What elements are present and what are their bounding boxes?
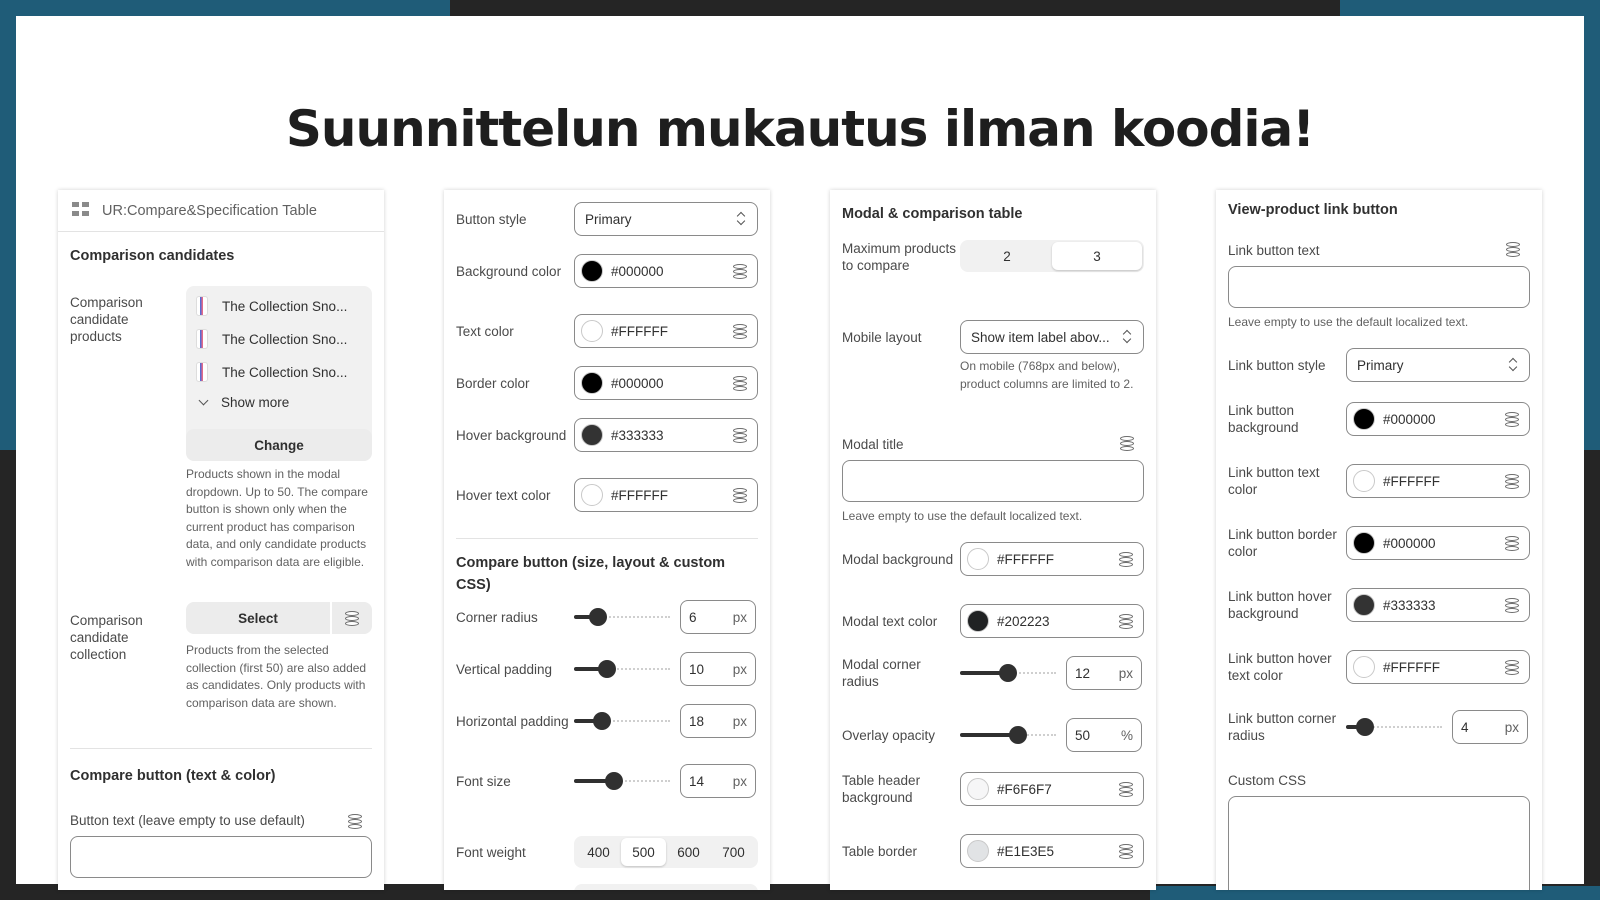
field-label: Font size — [456, 773, 511, 789]
range-slider[interactable] — [1346, 717, 1442, 737]
field-label: Text color — [456, 323, 514, 339]
database-icon[interactable] — [1119, 614, 1133, 629]
color-value: #FFFFFF — [1383, 659, 1440, 675]
color-input[interactable] — [960, 772, 1144, 806]
database-icon[interactable] — [733, 324, 747, 339]
slider-handle[interactable] — [605, 772, 623, 790]
color-input[interactable] — [574, 314, 758, 348]
range-slider[interactable] — [574, 711, 670, 731]
field-label: Table border — [842, 843, 918, 859]
slider-row — [842, 718, 1144, 752]
color-row — [1228, 650, 1530, 684]
field-label: Comparison candidate collection — [70, 613, 143, 662]
link-text-input[interactable] — [1228, 266, 1530, 308]
database-icon — [345, 611, 359, 626]
database-icon[interactable] — [733, 376, 747, 391]
max-products-row — [842, 240, 1144, 274]
color-value: #000000 — [1383, 535, 1436, 551]
number-input[interactable]: 14 px — [680, 764, 756, 798]
help-text: On mobile (768px and below), product columns are limited to 2. — [960, 359, 1134, 391]
font-weight-option[interactable]: 700 — [722, 844, 745, 860]
color-input[interactable] — [1346, 402, 1530, 436]
headline: Suunnittelun mukautus ilman koodia! — [285, 100, 1315, 158]
help-text: Products from the selected collection (first 50) are also added as candidates. Only products with comparison data are shown. — [186, 643, 367, 710]
field-label: Link button hover text color — [1228, 651, 1332, 683]
field-label: Hover text color — [456, 487, 551, 503]
section-title: Compare button (size, layout & custom CSS) — [456, 555, 726, 593]
chevron-updown-icon — [1123, 329, 1131, 345]
help-text: Products shown in the modal dropdown. Up to 50. The compare button is shown only when the current product has comparison data, and only candidate products with comparison data are eligible. — [186, 467, 368, 569]
color-input[interactable] — [960, 834, 1144, 868]
color-value: #333333 — [611, 427, 664, 443]
modal-title-input[interactable] — [842, 460, 1144, 502]
font-weight-segmented — [574, 836, 758, 868]
color-input[interactable] — [574, 366, 758, 400]
database-icon[interactable] — [1505, 598, 1519, 613]
color-input[interactable] — [960, 542, 1144, 576]
color-input[interactable] — [1346, 650, 1530, 684]
number-input[interactable]: 6 px — [680, 600, 756, 634]
number-input[interactable]: 10 px — [680, 652, 756, 686]
section-title: Comparison candidates — [70, 248, 235, 264]
number-input[interactable]: 50 % — [1066, 718, 1142, 752]
database-icon[interactable] — [1506, 242, 1520, 257]
color-row — [1228, 464, 1530, 498]
color-row — [456, 366, 758, 400]
field-label: Modal background — [842, 551, 954, 567]
divider — [70, 748, 372, 749]
slider-handle[interactable] — [589, 608, 607, 626]
database-icon[interactable] — [348, 814, 362, 829]
slider-row — [456, 652, 758, 686]
color-input[interactable] — [960, 604, 1144, 638]
color-swatch[interactable] — [581, 320, 603, 342]
button-style-row — [456, 202, 758, 236]
panel-modal — [830, 190, 1156, 890]
slider-handle[interactable] — [1009, 726, 1027, 744]
color-swatch[interactable] — [967, 610, 989, 632]
field-label: Link button text — [1228, 243, 1320, 258]
max-products-option[interactable]: 2 — [1003, 248, 1011, 264]
slider-handle[interactable] — [1356, 718, 1374, 736]
color-swatch[interactable] — [1353, 532, 1375, 554]
section-title: View-product link button — [1228, 202, 1398, 218]
alignment-row — [456, 884, 758, 890]
custom-css-input[interactable] — [1228, 796, 1530, 890]
font-weight-option[interactable]: 400 — [587, 844, 610, 860]
app-logo-icon — [72, 202, 92, 220]
field-label: Horizontal padding — [456, 713, 569, 729]
field-label: Link button background — [1228, 403, 1299, 435]
field-label: Overlay opacity — [842, 727, 936, 743]
database-icon[interactable] — [1120, 436, 1134, 451]
database-icon[interactable] — [1119, 782, 1133, 797]
color-swatch[interactable] — [1353, 594, 1375, 616]
color-input[interactable] — [574, 418, 758, 452]
chevron-down-icon — [199, 395, 209, 405]
help-text: Leave empty to use the default localized text. — [1228, 315, 1469, 329]
list-item[interactable]: The Collection Sno... — [196, 327, 362, 351]
slider-row — [1228, 710, 1530, 744]
slider-row — [456, 600, 758, 634]
database-icon[interactable] — [1505, 660, 1519, 675]
app-title: UR:Compare&Specification Table — [102, 202, 317, 219]
field-label: Background color — [456, 263, 562, 279]
section-title: Compare button (text & color) — [70, 768, 276, 784]
color-value: #FFFFFF — [997, 551, 1054, 567]
field-label: Border color — [456, 375, 530, 391]
button-style-select[interactable]: Primary — [574, 202, 758, 236]
list-item[interactable]: The Collection Sno... — [196, 360, 362, 384]
color-swatch[interactable] — [581, 424, 603, 446]
database-icon[interactable] — [1505, 412, 1519, 427]
alignment-segmented[interactable] — [574, 884, 758, 890]
font-weight-row — [456, 836, 758, 868]
color-row — [842, 834, 1144, 868]
product-thumbnail — [196, 296, 208, 316]
select-collection-button[interactable]: Select — [186, 602, 330, 634]
slider-row — [456, 704, 758, 738]
database-icon[interactable] — [733, 264, 747, 279]
slider-handle[interactable] — [593, 712, 611, 730]
field-label: Custom CSS — [1228, 773, 1307, 788]
field-label: Button text (leave empty to use default) — [70, 813, 305, 828]
divider — [456, 538, 758, 539]
help-text: Leave empty to use the default localized text. — [842, 509, 1083, 523]
field-label: Modal text color — [842, 613, 938, 629]
color-swatch[interactable] — [967, 548, 989, 570]
color-input[interactable] — [1346, 588, 1530, 622]
color-row — [1228, 402, 1530, 436]
color-swatch[interactable] — [581, 260, 603, 282]
field-label: Maximum products to compare — [842, 241, 957, 273]
color-row — [842, 772, 1144, 806]
range-slider[interactable] — [574, 659, 670, 679]
app-header — [58, 190, 384, 232]
section-title: Modal & comparison table — [842, 206, 1023, 222]
max-products-option[interactable]: 3 — [1052, 242, 1142, 270]
font-weight-option[interactable]: 500 — [621, 838, 666, 866]
range-slider[interactable] — [960, 663, 1056, 683]
max-products-segmented — [960, 240, 1144, 272]
list-item[interactable]: The Collection Sno... — [196, 294, 362, 318]
slider-handle[interactable] — [598, 660, 616, 678]
color-swatch[interactable] — [967, 778, 989, 800]
color-row — [456, 418, 758, 452]
field-label: Comparison candidate products — [70, 295, 143, 344]
color-row — [1228, 526, 1530, 560]
database-icon[interactable] — [733, 488, 747, 503]
color-value: #FFFFFF — [611, 487, 668, 503]
color-row — [1228, 588, 1530, 622]
product-thumbnail — [196, 329, 208, 349]
font-weight-option[interactable]: 600 — [677, 844, 700, 860]
color-swatch[interactable] — [1353, 656, 1375, 678]
color-value: #333333 — [1383, 597, 1436, 613]
field-label: Corner radius — [456, 609, 538, 625]
color-swatch[interactable] — [581, 372, 603, 394]
number-input[interactable]: 18 px — [680, 704, 756, 738]
link-style-row — [1228, 348, 1530, 382]
color-value: #F6F6F7 — [997, 781, 1052, 797]
color-row — [842, 604, 1144, 638]
color-value: #000000 — [1383, 411, 1436, 427]
field-label: Modal title — [842, 437, 904, 452]
field-label: Hover background — [456, 427, 567, 443]
color-swatch[interactable] — [581, 484, 603, 506]
panel-button-style — [444, 190, 770, 890]
number-input[interactable]: 4 px — [1452, 710, 1528, 744]
color-value: #FFFFFF — [611, 323, 668, 339]
field-label: Button style — [456, 211, 527, 227]
number-input[interactable]: 12 px — [1066, 656, 1142, 690]
color-row — [842, 542, 1144, 576]
color-row — [456, 478, 758, 512]
database-icon[interactable] — [1119, 552, 1133, 567]
field-label: Link button hover background — [1228, 589, 1332, 621]
database-icon[interactable] — [1505, 474, 1519, 489]
color-value: #000000 — [611, 375, 664, 391]
field-label: Modal corner radius — [842, 657, 921, 689]
color-row — [456, 314, 758, 348]
slider-row — [842, 656, 1144, 690]
panel-candidates — [58, 190, 384, 890]
color-input[interactable] — [1346, 464, 1530, 498]
metafield-button[interactable] — [332, 602, 372, 634]
field-label: Link button style — [1228, 357, 1326, 373]
mobile-layout-row — [842, 320, 1144, 354]
color-row — [456, 254, 758, 288]
slider-row — [456, 764, 758, 798]
database-icon[interactable] — [1505, 536, 1519, 551]
color-swatch[interactable] — [1353, 470, 1375, 492]
range-slider[interactable] — [574, 607, 670, 627]
color-value: #000000 — [611, 263, 664, 279]
link-style-select[interactable]: Primary — [1346, 348, 1530, 382]
database-icon[interactable] — [1119, 844, 1133, 859]
color-swatch[interactable] — [967, 840, 989, 862]
chevron-updown-icon — [1509, 357, 1517, 373]
panel-link-button — [1216, 190, 1542, 890]
field-label: Link button text color — [1228, 465, 1320, 497]
color-value: #FFFFFF — [1383, 473, 1440, 489]
field-label: Font weight — [456, 844, 526, 860]
color-value: #E1E3E5 — [997, 843, 1055, 859]
show-more-button[interactable]: Show more — [196, 390, 362, 414]
range-slider[interactable] — [574, 771, 670, 791]
field-label: Link button border color — [1228, 527, 1337, 559]
slider-handle[interactable] — [999, 664, 1017, 682]
color-input[interactable] — [574, 478, 758, 512]
database-icon[interactable] — [733, 428, 747, 443]
color-swatch[interactable] — [1353, 408, 1375, 430]
candidate-products-list — [186, 286, 372, 449]
range-slider[interactable] — [960, 725, 1056, 745]
color-input[interactable] — [574, 254, 758, 288]
field-label: Vertical padding — [456, 661, 553, 677]
field-label: Link button corner radius — [1228, 711, 1337, 743]
button-text-input[interactable] — [70, 836, 372, 878]
chevron-updown-icon — [737, 211, 745, 227]
mobile-layout-select[interactable]: Show item label abov... — [960, 320, 1144, 354]
field-label: Mobile layout — [842, 329, 922, 345]
change-button[interactable]: Change — [186, 429, 372, 461]
color-input[interactable] — [1346, 526, 1530, 560]
color-value: #202223 — [997, 613, 1050, 629]
field-label: Table header background — [842, 773, 921, 805]
product-thumbnail — [196, 362, 208, 382]
